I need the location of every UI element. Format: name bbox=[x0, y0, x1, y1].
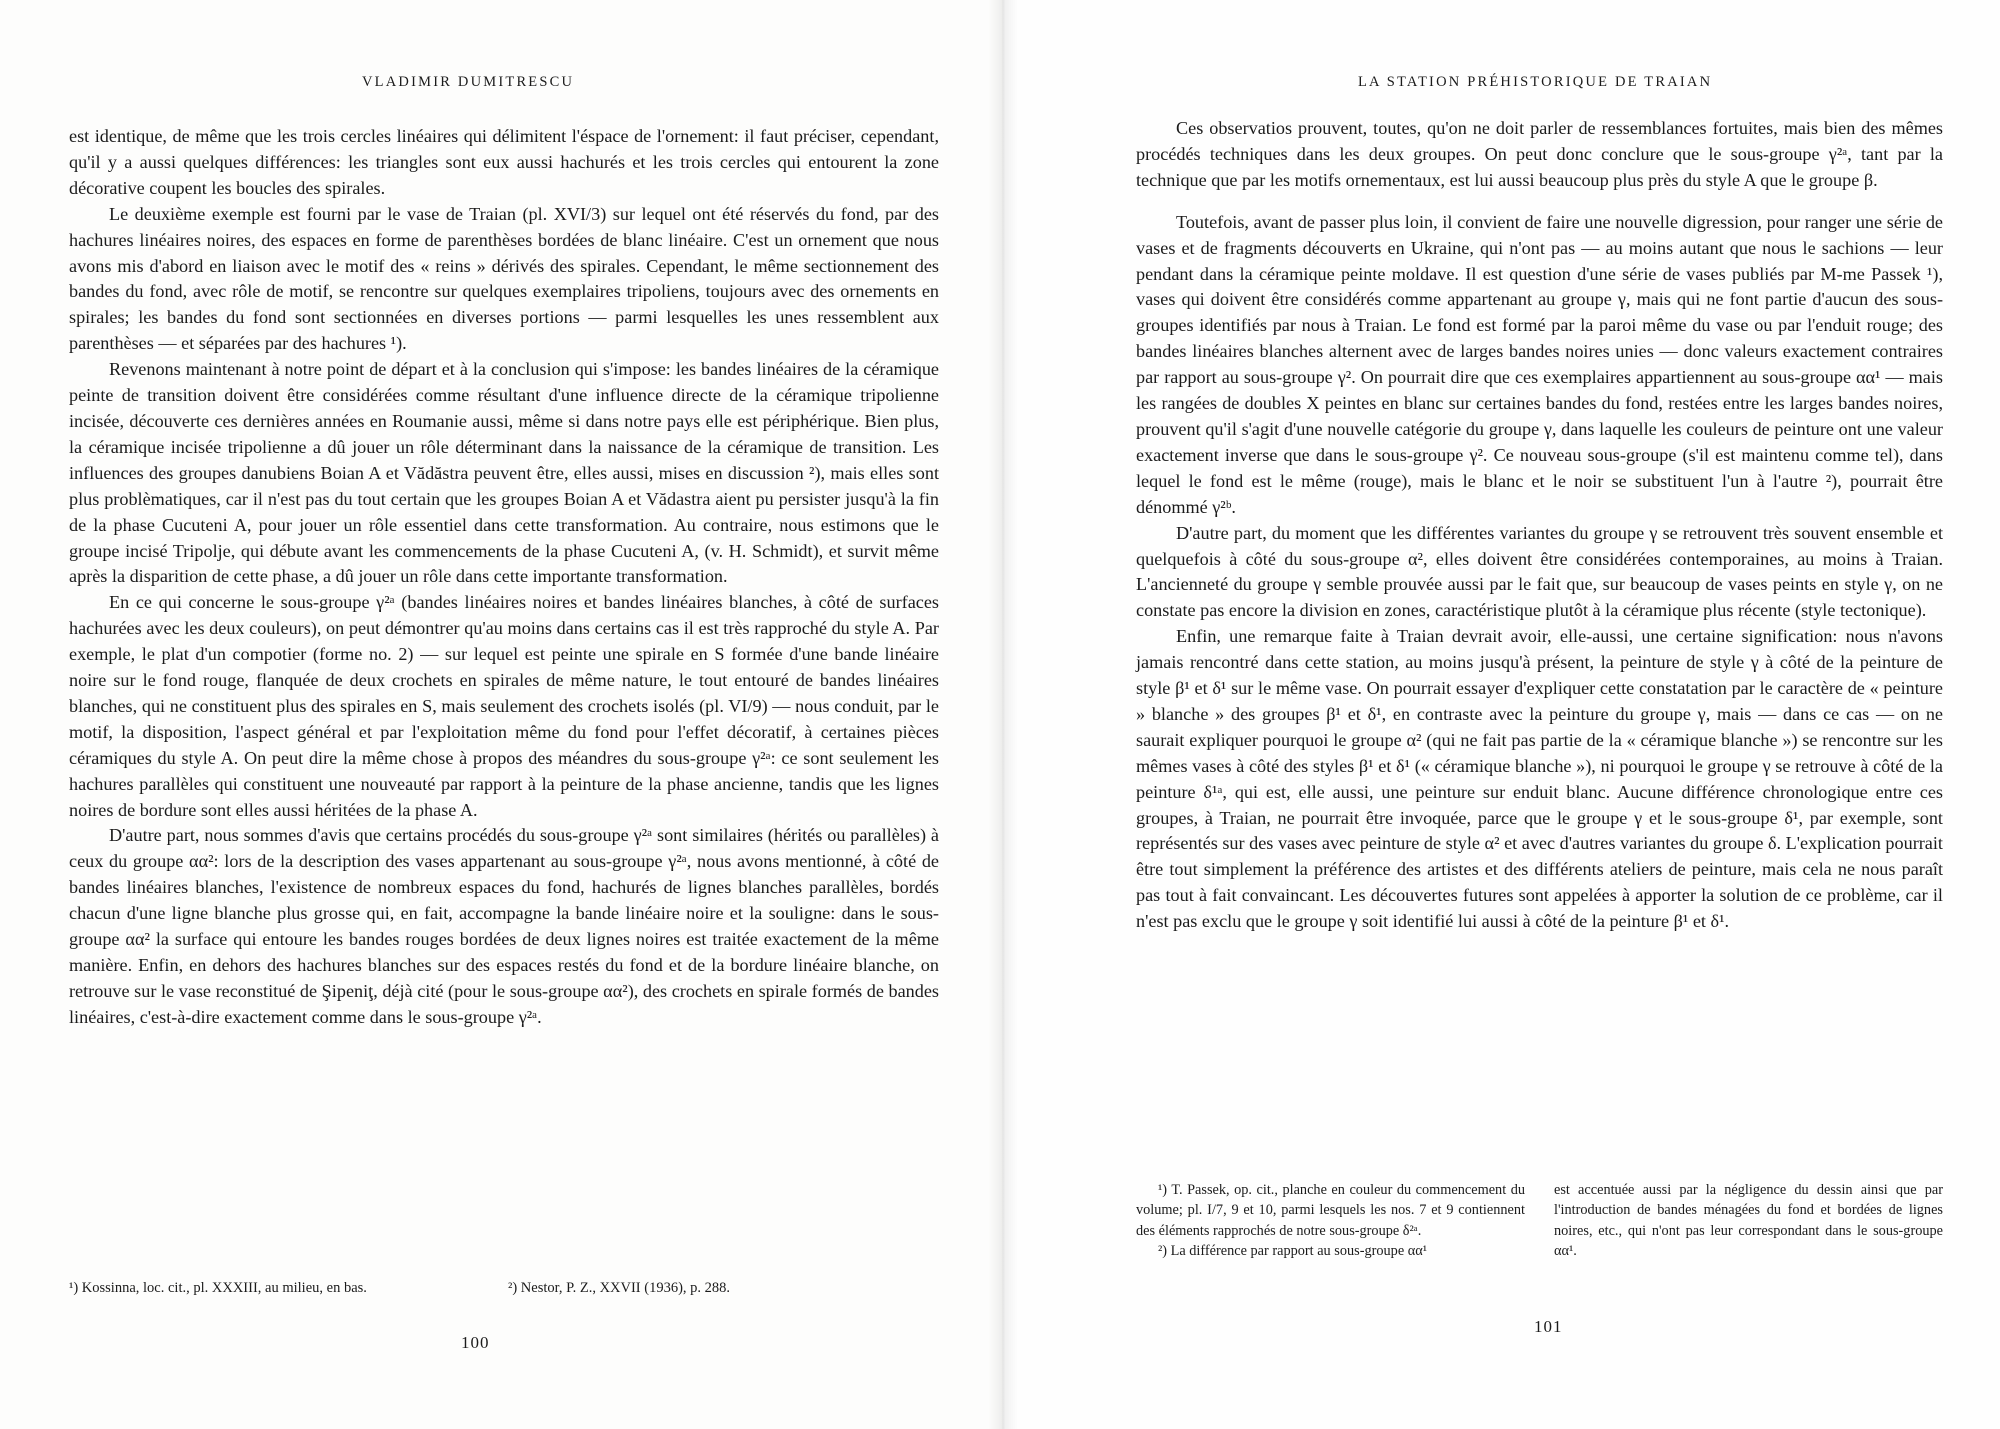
footnote: ¹) T. Passek, op. cit., planche en couleur du commencement du volume; pl. I/7, 9 et 10, parmi lesquels les nos. 7 et 9 contiennent des éléments rapprochés de notre sous-groupe δ²ᵃ. bbox=[1136, 1182, 1525, 1239]
footnote: ¹) Kossinna, loc. cit., pl. XXXIII, au milieu, en bas. bbox=[69, 1280, 367, 1296]
body-text-right bbox=[1136, 116, 1943, 935]
footnote: est accentuée aussi par la négligence du dessin ainsi que par l'introduction de bandes ménagées du fond et bordées de lignes noires, etc., qui n'ont pas leur correspondant dans le sous-groupe αα¹. bbox=[1554, 1182, 1943, 1259]
footnote-column bbox=[1554, 1180, 1943, 1261]
running-head-left: VLADIMIR DUMITRESCU bbox=[362, 74, 575, 90]
paragraph: Revenons maintenant à notre point de départ et à la conclusion qui s'impose: les bandes linéaires de la céramique peinte de transition doivent être considérées comme résultant d'une influence directe de la céramique tripolienne incisée, découverte ces dernières années en Roumanie aussi, même si dans notre pays elle est périphérique. Bien plus, la céramique incisée tripolienne a dû jouer un rôle déterminant dans la naissance de la céramique de transition. Les influences des groupes danubiens Boian A et Vădăstra peuvent être, elles aussi, mises en discussion ²), mais elles sont plus problèmatiques, car il n'est pas du tout certain que les groupes Boian A et Vădastra aient pu persister jusqu'à la fin de la phase Cucuteni A, pour jouer un rôle essentiel dans cette transformation. Au contraire, nous estimons que le groupe incisé Tripolje, qui débute avant les commencements de la phase Cucuteni A, (v. H. Schmidt), et survit même après la disparition de cette phase, a dû jouer un rôle dans cette importante transformation. bbox=[69, 359, 939, 587]
footnote: ²) Nestor, P. Z., XXVII (1936), p. 288. bbox=[508, 1280, 731, 1296]
book-gutter bbox=[988, 0, 1018, 1429]
paragraph: D'autre part, du moment que les différentes variantes du groupe γ se retrouvent très souvent ensemble et quelquefois à côté du sous-groupe α², elles doivent être considérées contemporaines, au moins à Traian. L'ancienneté du groupe γ semble prouvée aussi par le fait que, sur beaucoup de vases peints en style γ, on ne constate pas encore la division en zones, caractéristique plutôt à la céramique plus récente (style tectonique). bbox=[1136, 522, 1943, 621]
right-page bbox=[1003, 0, 2000, 1429]
paragraph: est identique, de même que les trois cercles linéaires qui délimitent l'éspace de l'ornement: il faut préciser, cependant, qu'il y a aussi quelques différences: les triangles sont eux aussi hachurés et les trois cercles qui entourent la zone décorative coupent les boucles des spirales. bbox=[69, 126, 939, 198]
page-number-right: 101 bbox=[1534, 1317, 1563, 1336]
running-head-right: LA STATION PRÉHISTORIQUE DE TRAIAN bbox=[1358, 74, 1713, 90]
paragraph: D'autre part, nous sommes d'avis que certains procédés du sous-groupe γ²ᵃ sont similaires (hérités ou parallèles) à ceux du groupe αα²: lors de la description des vases appartenant au sous-groupe γ²ᵃ, nous avons mentionné, à côté de bandes linéaires blanches, l'existence de nombreux espaces du fond, hachurés de lignes blanches parallèles, bordés chacun d'une ligne blanche plus grosse qui, en fait, accompagne la bande linéaire noire et la souligne: dans le sous-groupe αα² la surface qui entoure les bandes rouges bordées de deux lignes noires est traitée exactement de la même manière. Enfin, en dehors des hachures blanches sur des espaces restés du fond et de la bordure linéaire blanche, on retrouve sur le vase reconstitué de Şipeniţ, déjà cité (pour le sous-groupe αα²), des crochets en spirale formés de bandes linéaires, c'est-à-dire exactement comme dans le sous-groupe γ²ᵃ. bbox=[69, 825, 939, 1027]
paragraph: Toutefois, avant de passer plus loin, il convient de faire une nouvelle digression, pour ranger une série de vases et de fragments découverts en Ukraine, qui n'ont pas — au moins autant que nous le sachions — leur pendant dans la céramique peinte moldave. Il est question d'une série de vases publiés par M-me Passek ¹), vases qui doivent être considérés comme appartenant au groupe γ, mais qui ne font partie d'aucun des sous-groupes identifiés par nous à Traian. Le fond est formé par la paroi même du vase ou par l'enduit rouge; des bandes linéaires blanches alternent avec de larges bandes noires unies — donc valeurs exactement contraires par rapport au sous-groupe γ². On pourrait dire que ces exemplaires appartiennent au sous-groupe αα¹ — mais les rangées de doubles X peintes en blanc sur certaines bandes du fond, restées entre les larges bandes noires, prouvent qu'il s'agit d'une nouvelle catégorie du groupe γ, dans laquelle les couleurs de peinture ont une valeur exactement inverse que dans le sous-groupe γ². Ce nouveau sous-groupe (s'il est maintenu comme tel), dans lequel le fond est le même (rouge), mais le blanc et le noir se substituent l'un à l'autre ²), pourrait être dénommé γ²ᵇ. bbox=[1136, 211, 1943, 517]
footnote-column bbox=[1136, 1180, 1525, 1261]
paragraph: En ce qui concerne le sous-groupe γ²ᵃ (bandes linéaires noires et bandes linéaires blanches, à côté de surfaces hachurées avec les deux couleurs), on peut démontrer qu'au moins dans certains cas il est très rapproché du style A. Par exemple, le plat d'un compotier (forme no. 2) — sur lequel est peinte une spirale en S formée d'une bande linéaire noire sur le fond rouge, flanquée de deux crochets en spirales de même nature, le tout entouré de bandes linéaires blanches, qui ne constituent plus des spirales en S, mais seulement des crochets isolés (pl. VI/9) — nous conduit, par le motif, la disposition, l'aspect général et par l'exploitation même du fond pour l'effet décoratif, à certaines pièces céramiques du style A. On peut dire la même chose à propos des méandres du sous-groupe γ²ᵃ: ce sont seulement les hachures parallèles qui constituent une nouveauté par rapport à la peinture de la phase ancienne, tandis que les lignes noires de bordure sont elles aussi héritées de la phase A. bbox=[69, 592, 939, 820]
body-text-left bbox=[69, 124, 939, 1031]
paragraph: Enfin, une remarque faite à Traian devrait avoir, elle-aussi, une certaine signification: nous n'avons jamais rencontré dans cette station, au moins jusqu'à présent, la peinture de style γ à côté de la peinture de style β¹ et δ¹ sur le même vase. On pourrait essayer d'expliquer cette constatation par le caractère de « peinture » blanche » des groupes β¹ et δ¹, en contraste avec la peinture du groupe γ, mais — dans ce cas — on ne saurait expliquer pourquoi le groupe α² (qui ne fait pas partie de la « céramique blanche ») se rencontre sur les mêmes vases à côté des styles β¹ et δ¹ (« céramique blanche »), ni pourquoi le groupe γ se retrouve à côté de la peinture δ¹ᵃ, qui est, elle aussi, une peinture sur enduit blanc. Aucune différence chronologique entre ces groupes, à Traian, ne pourrait être invoquée, parce que le groupe γ et le sous-groupe δ¹, par exemple, sont représentés sur des vases avec peinture de style α² et avec d'autres variantes du groupe δ. L'explication pourrait être tout simplement la préférence des artistes et des différents ateliers de peinture, mais cela ne nous paraît pas tout à fait convaincant. Les découvertes futures sont appelées à apporter la solution de ce problème, car il n'est pas exclu que le groupe γ soit identifié lui aussi à côté de la peinture β¹ et δ¹. bbox=[1136, 626, 1943, 932]
footnote: ²) La différence par rapport au sous-groupe αα¹ bbox=[1158, 1242, 1428, 1259]
page-number-left: 100 bbox=[461, 1333, 490, 1352]
paragraph: Le deuxième exemple est fourni par le vase de Traian (pl. XVI/3) sur lequel ont été réservés du fond, par des hachures linéaires noires, des espaces en forme de parenthèses bordées de blanc linéaire. C'est un ornement que nous avons mis d'abord en liaison avec le motif des « reins » dérivés des spirales. Cependant, le même sectionnement des bandes du fond, avec rôle de motif, se rencontre sur quelques exemplaires tripoliens, toujours avec des ornements en spirales; les bandes du fond sont sectionnées en diverses portions — parmi lesquelles les unes ressemblent aux parenthèses — et séparées par des hachures ¹). bbox=[69, 203, 939, 354]
footnotes-left bbox=[69, 1278, 939, 1298]
paragraph: Ces observatios prouvent, toutes, qu'on ne doit parler de ressemblances fortuites, mais bien des mêmes procédés techniques dans les deux groupes. On peut donc conclure que le sous-groupe γ²ᵃ, tant par la technique que par les motifs ornementaux, est lui aussi beaucoup plus près du style A que le groupe β. bbox=[1136, 118, 1943, 190]
